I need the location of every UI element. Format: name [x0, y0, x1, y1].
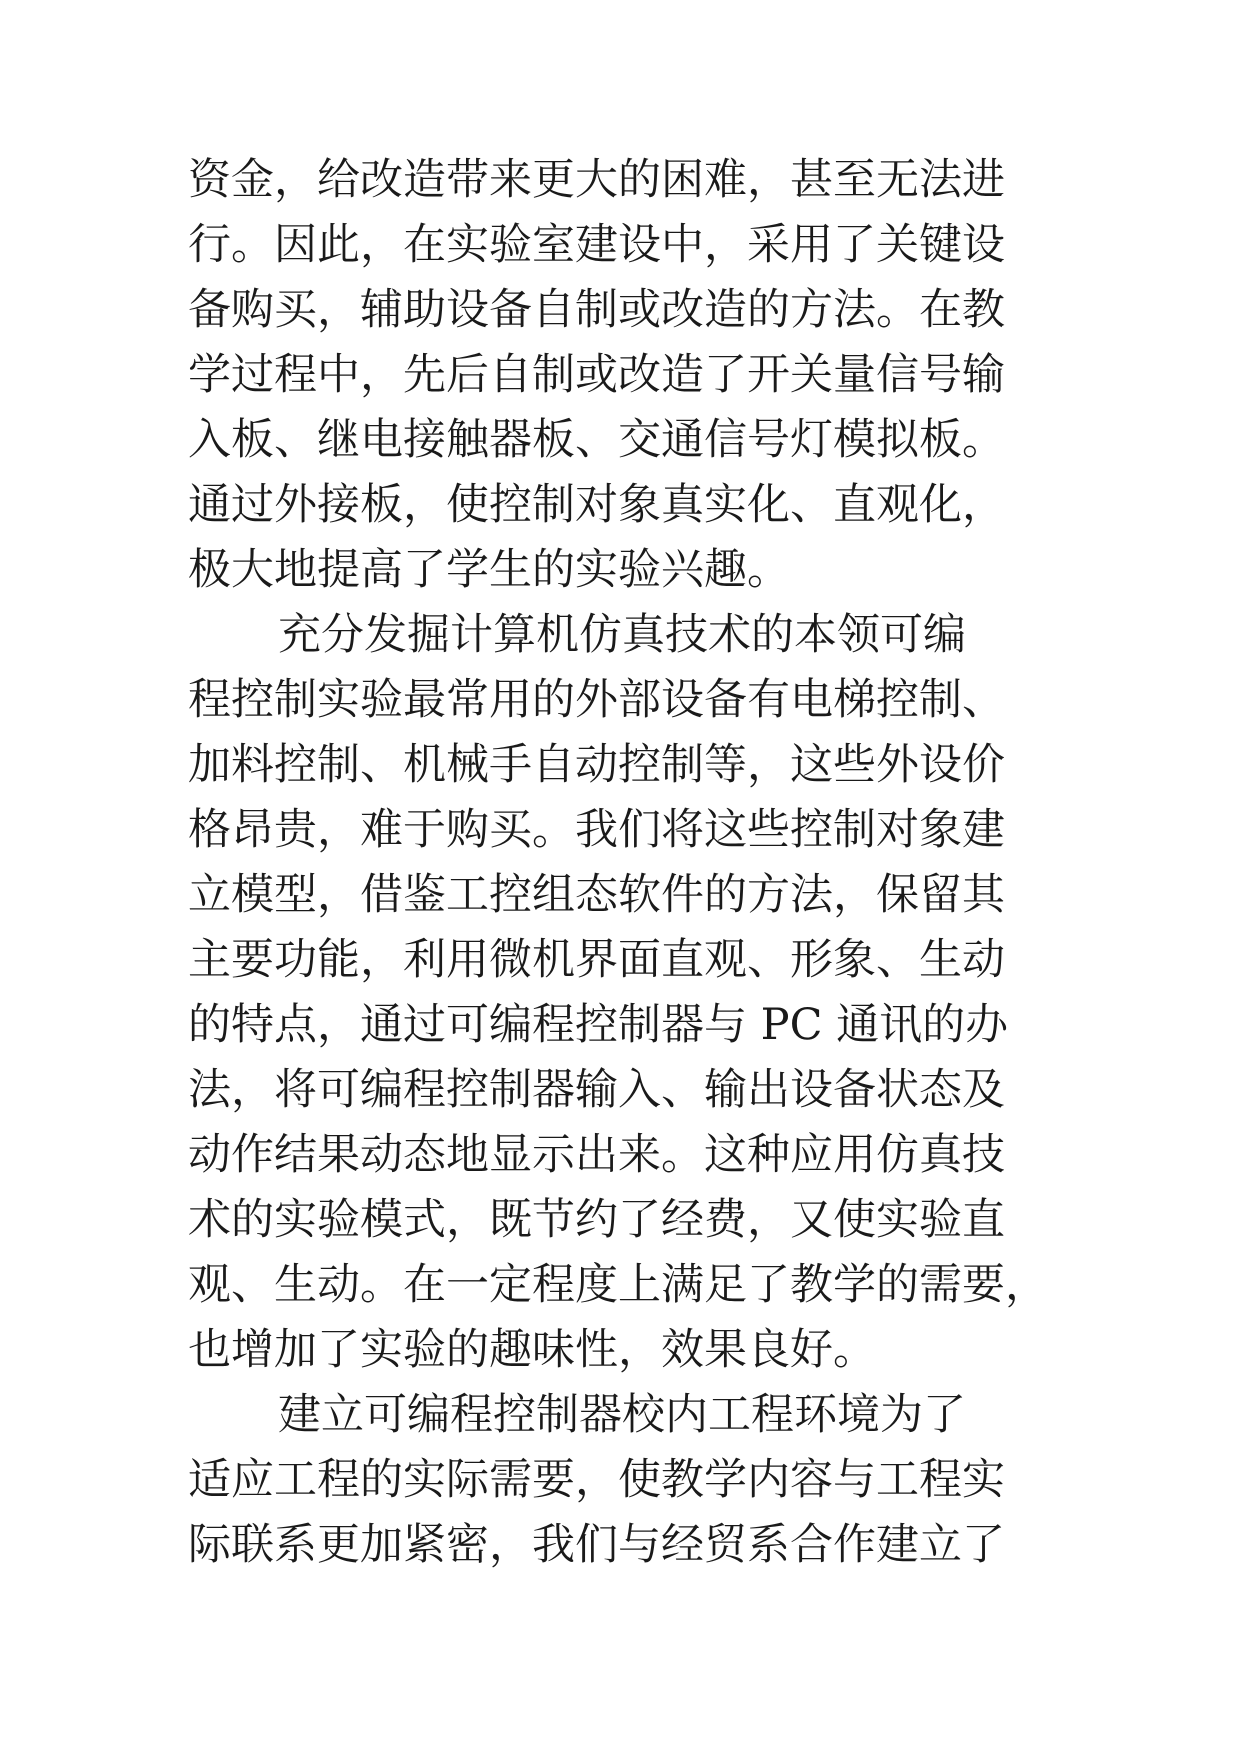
text-line: 观、生动。在一定程度上满足了教学的需要，	[188, 1260, 1048, 1310]
text-line: 极大地提高了学生的实验兴趣。	[188, 545, 790, 595]
text-line: 际联系更加紧密，我们与经贸系合作建立了	[188, 1520, 1005, 1570]
text-line: 主要功能，利用微机界面直观、形象、生动	[188, 935, 1005, 985]
text-line: 加料控制、机械手自动控制等，这些外设价	[188, 740, 1005, 790]
section-heading-line: 充分发掘计算机仿真技术的本领可编	[278, 610, 966, 660]
text-line: 立模型，借鉴工控组态软件的方法，保留其	[188, 870, 1005, 920]
text-line: 程控制实验最常用的外部设备有电梯控制、	[188, 675, 1005, 725]
text-line: 的特点，通过可编程控制器与 PC 通讯的办	[188, 1000, 1009, 1050]
text-line: 通过外接板，使控制对象真实化、直观化，	[188, 480, 1005, 530]
section-heading-line: 建立可编程控制器校内工程环境为了	[278, 1390, 966, 1440]
text-line: 动作结果动态地显示出来。这种应用仿真技	[188, 1130, 1005, 1180]
body-text	[188, 148, 1088, 1578]
text-line: 备购买，辅助设备自制或改造的方法。在教	[188, 285, 1005, 335]
text-line: 入板、继电接触器板、交通信号灯模拟板。	[188, 415, 1005, 465]
text-line: 学过程中，先后自制或改造了开关量信号输	[188, 350, 1005, 400]
text-line: 适应工程的实际需要，使教学内容与工程实	[188, 1455, 1005, 1505]
text-line: 格昂贵，难于购买。我们将这些控制对象建	[188, 805, 1005, 855]
text-line: 也增加了实验的趣味性，效果良好。	[188, 1325, 876, 1375]
text-line: 资金，给改造带来更大的困难，甚至无法进	[188, 155, 1005, 205]
text-line: 行。因此，在实验室建设中，采用了关键设	[188, 220, 1005, 270]
text-line: 法，将可编程控制器输入、输出设备状态及	[188, 1065, 1005, 1115]
text-line: 术的实验模式，既节约了经费，又使实验直	[188, 1195, 1005, 1245]
